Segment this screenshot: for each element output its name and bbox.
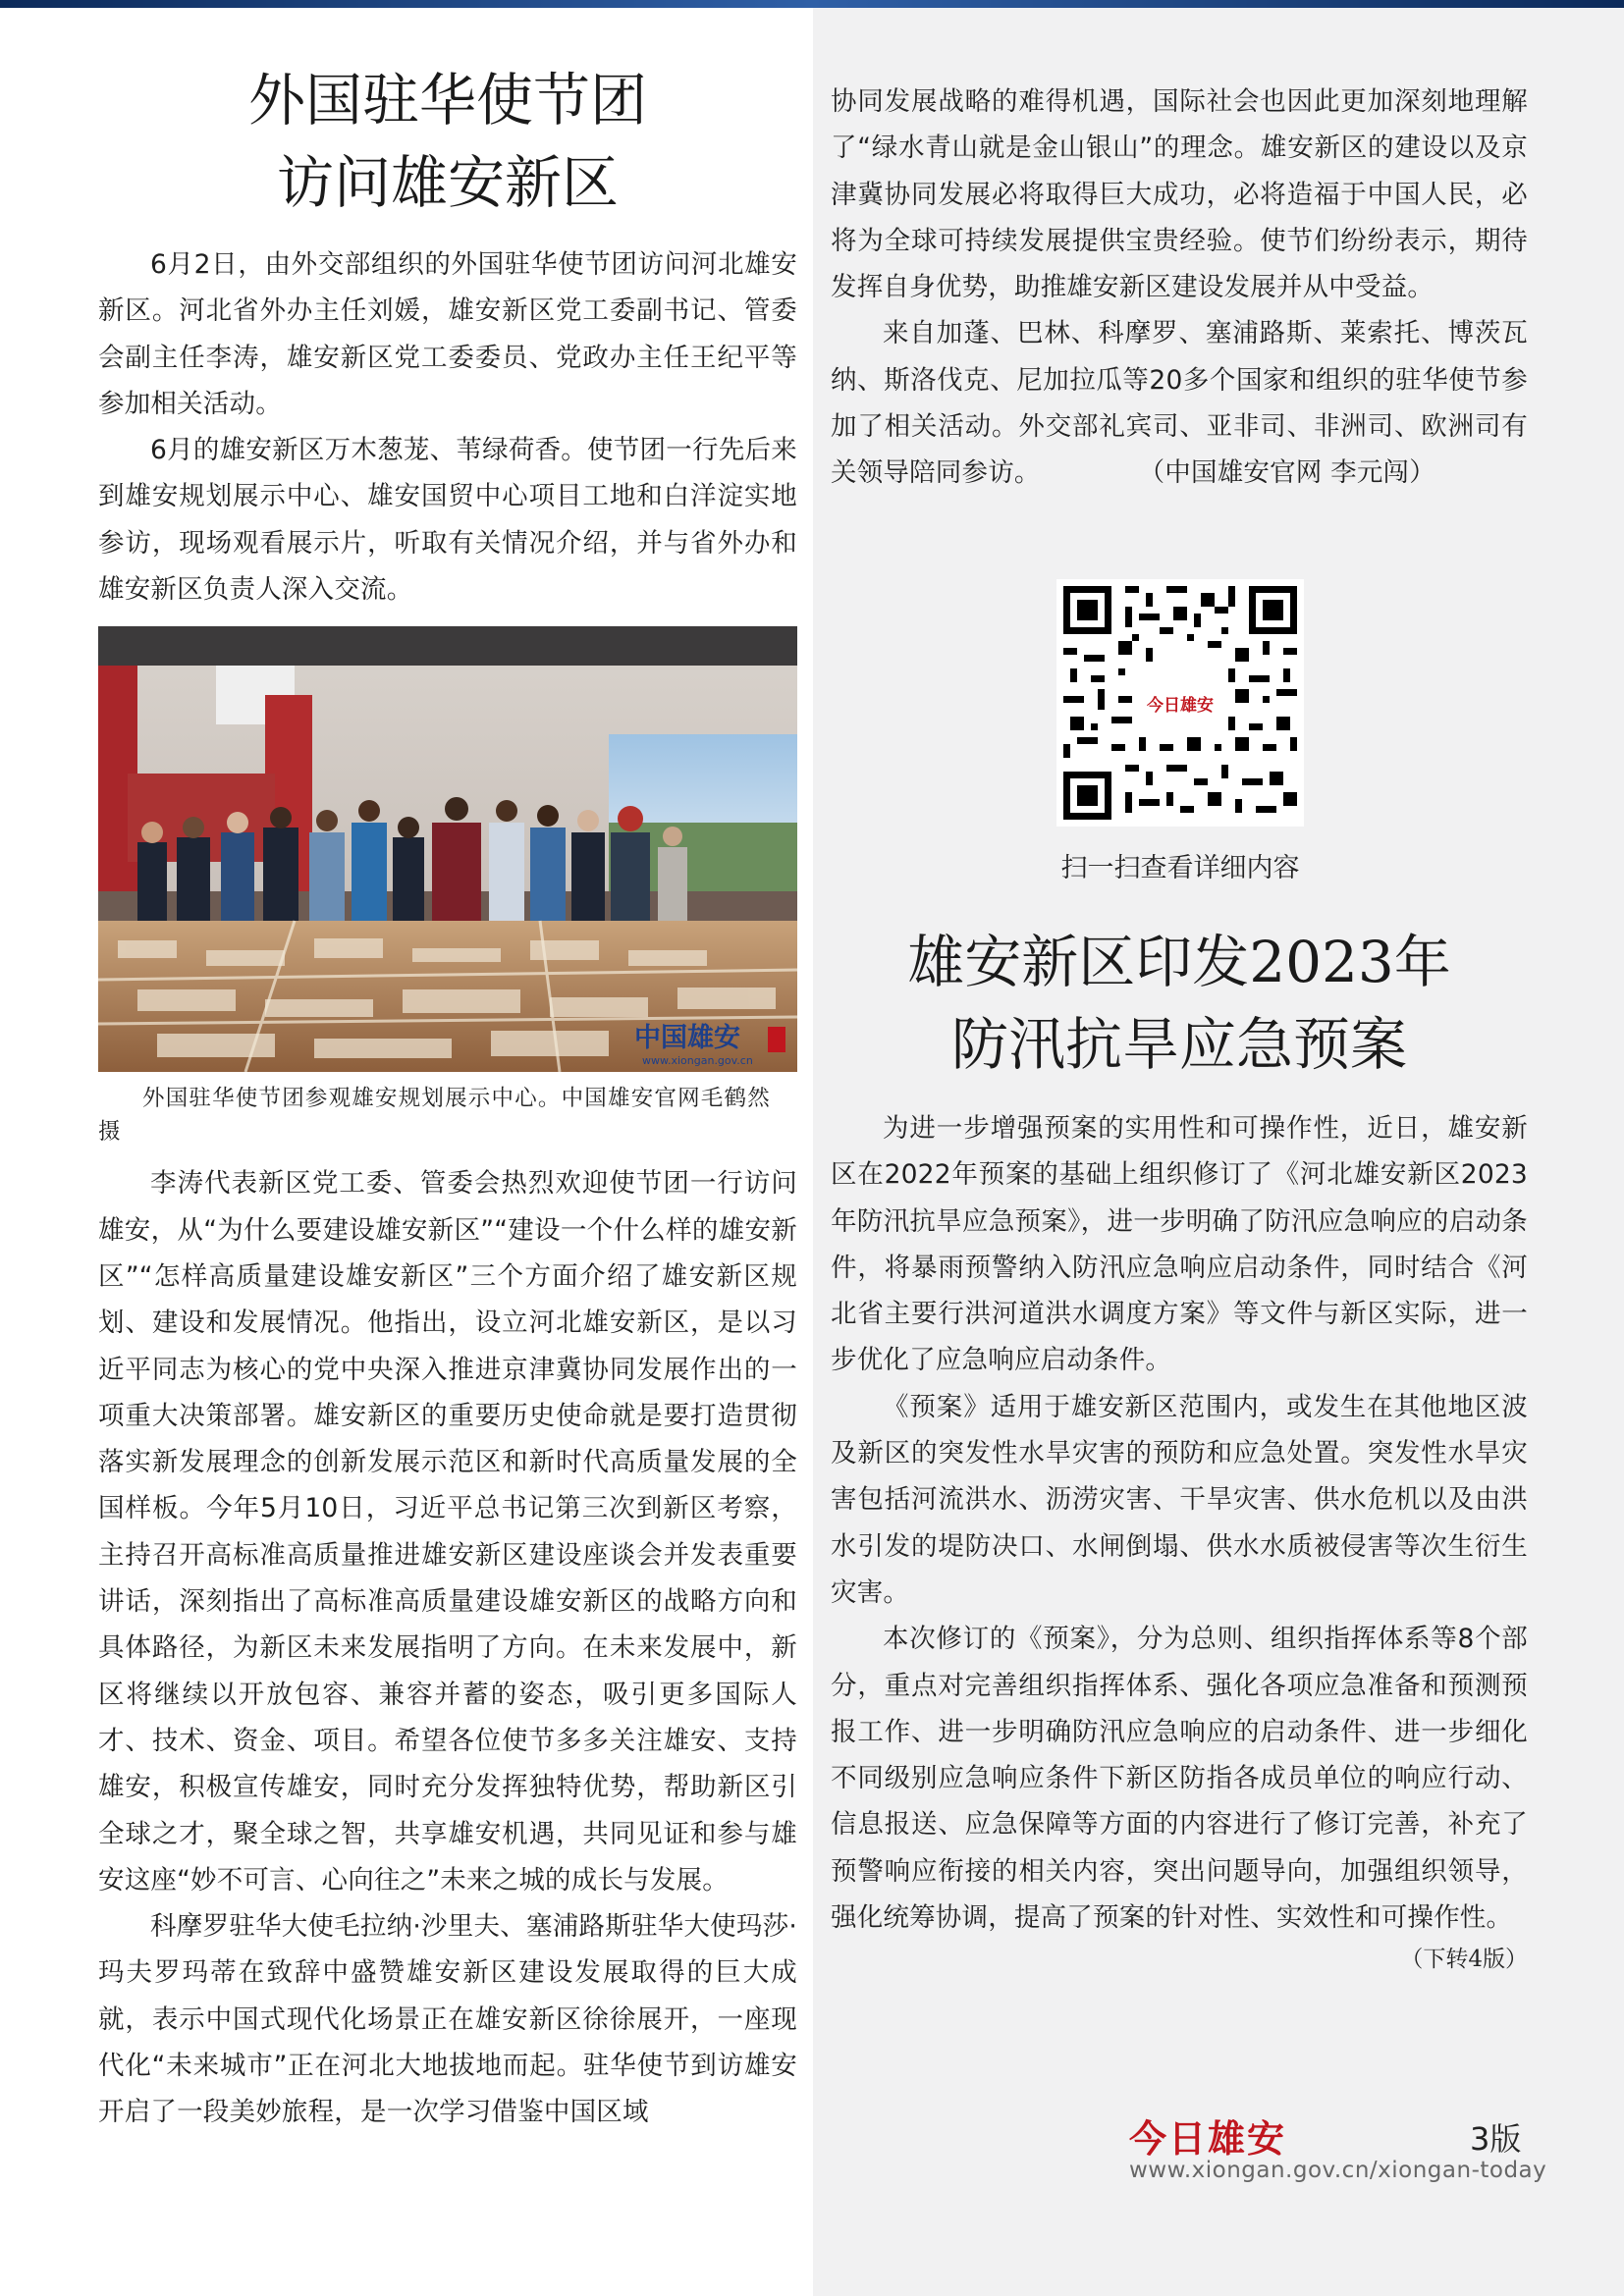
article1-title-line1: 外国驻华使节团 [247,67,647,133]
article1-paragraph-2: 6月的雄安新区万木葱茏、苇绿荷香。使节团一行先后来到雄安规划展示中心、雄安国贸中心项目工地和白洋淀实地参访，现场观看展示片，听取有关情况介绍，并与省外办和雄安新区负责人深入交流。 [98,435,797,606]
article1-title-line2: 访问雄安新区 [276,149,619,216]
article2 [831,921,1528,1978]
article1-paragraph-5: 协同发展战略的难得机遇，国际社会也因此更加深刻地理解了“绿水青山就是金山银山”的理念。雄安新区的建设以及京津冀协同发展必将取得巨大成功，必将造福于中国人民，必将为全球可持续发展提供宝贵经验。使节们纷纷表示，期待发挥自身优势，助推雄安新区建设发展并从中受益。 [831,86,1528,303]
photo-watermark-logo: 中国雄安 [634,1023,740,1054]
article1-headline [98,59,797,224]
qr-label: 扫一扫查看详细内容 [1060,853,1300,883]
left-column [98,59,797,2136]
article1-credit: （中国雄安官网 李元闯） [1138,457,1435,489]
article1-paragraph-1: 6月2日，由外交部组织的外国驻华使节团访问河北雄安新区。河北省外办主任刘媛，雄安新区党工委副书记、管委会副主任李涛，雄安新区党工委委员、党政办主任王纪平等参加相关活动。 [98,249,797,419]
qr-code[interactable] [1056,579,1304,827]
top-color-bar [0,0,1624,8]
article1-photo [98,626,797,1072]
article1-paragraph-6-text: 来自加蓬、巴林、科摩罗、塞浦路斯、莱索托、博茨瓦纳、斯洛伐克、尼加拉瓜等20多个国家和组织的驻华使节参加了相关活动。外交部礼宾司、亚非司、非洲司、欧洲司有关领导陪同参访。 [831,318,1528,489]
footer-url[interactable]: www.xiongan.gov.cn/xiongan-today [1129,2158,1547,2183]
article2-paragraph-3: 本次修订的《预案》，分为总则、组织指挥体系等8个部分，重点对完善组织指挥体系、强化各项应急准备和预测预报工作、进一步明确防汛应急响应的启动条件、进一步细化不同级别应急响应条件下新区防指各成员单位的响应行动、信息报送、应急保障等方面的内容进行了修订完善，补充了预警响应衔接的相关内容，突出问题导向，加强组织领导，强化统筹协调，提高了预案的针对性、实效性和可操作性。 [831,1624,1528,1934]
photo-watermark-url: www.xiongan.gov.cn [642,1054,753,1068]
photo-caption: 外国驻华使节团参观雄安规划展示中心。中国雄安官网毛鹤然 摄 [98,1086,771,1146]
article1-paragraph-6 [831,310,1528,496]
article1-paragraph-3: 李涛代表新区党工委、管委会热烈欢迎使节团一行访问雄安，从“为什么要建设雄安新区”“建设一个什么样的雄安新区”“怎样高质量建设雄安新区”三个方面介绍了雄安新区规划、建设和发展情况。他指出，设立河北雄安新区，是以习近平同志为核心的党中央深入推进京津冀协同发展作出的一项重大决策部署。雄安新区的重要历史使命就是要打造贯彻落实新发展理念的创新发展示范区和新时代高质量发展的全国样板。今年5月10日，习近平总书记第三次到新区考察，主持召开高标准高质量推进雄安新区建设座谈会并发表重要讲话，深刻指出了高标准高质量建设雄安新区的战略方向和具体路径，为新区未来发展指明了方向。在未来发展中，新区将继续以开放包容、兼容并蓄的姿态，吸引更多国际人才、技术、资金、项目。希望各位使节多多关注雄安、支持雄安，积极宣传雄安，同时充分发挥独特优势，帮助新区引全球之才，聚全球之智，共享雄安机遇，共同见证和参与雄安这座“妙不可言、心向往之”未来之城的成长与发展。 [98,1168,797,1896]
article2-title-line2: 防汛抗旱应急预案 [950,1011,1407,1078]
article2-paragraph-2: 《预案》适用于雄安新区范围内，或发生在其他地区波及新区的突发性水旱灾害的预防和应急处置。突发性水旱灾害包括河流洪水、沥涝灾害、干旱灾害、供水危机以及由洪水引发的堤防决口、水闸倒塌、供水水质被侵害等次生衍生灾害。 [831,1391,1528,1608]
page-number: 3版 [1470,2120,1522,2158]
continued-note: （下转4版） [1400,1947,1528,1973]
article2-title-line1: 雄安新区印发2023年 [907,929,1451,995]
qr-block [1056,579,1304,884]
qr-center-logo: 今日雄安 [1141,675,1219,730]
exhibition-photo-illustration [98,626,797,1072]
article2-headline [831,921,1528,1086]
article1-paragraph-4: 科摩罗驻华大使毛拉纳·沙里夫、塞浦路斯驻华大使玛莎·玛夫罗玛蒂在致辞中盛赞雄安新区建设发展取得的巨大成就，表示中国式现代化场景正在雄安新区徐徐展开，一座现代化“未来城市”正在河北大地拔地而起。驻华使节到访雄安开启了一段美妙旅程，是一次学习借鉴中国区域 [98,1911,797,2128]
right-column-top [831,79,1528,497]
article2-paragraph-1: 为进一步增强预案的实用性和可操作性，近日，雄安新区在2022年预案的基础上组织修订了《河北雄安新区2023年防汛抗旱应急预案》，进一步明确了防汛应急响应的启动条件，将暴雨预警纳入防汛应急响应启动条件，同时结合《河北省主要行洪河道洪水调度方案》等文件与新区实际，进一步优化了应急响应启动条件。 [831,1113,1528,1376]
footer-brand-logo: 今日雄安 [1129,2116,1287,2161]
